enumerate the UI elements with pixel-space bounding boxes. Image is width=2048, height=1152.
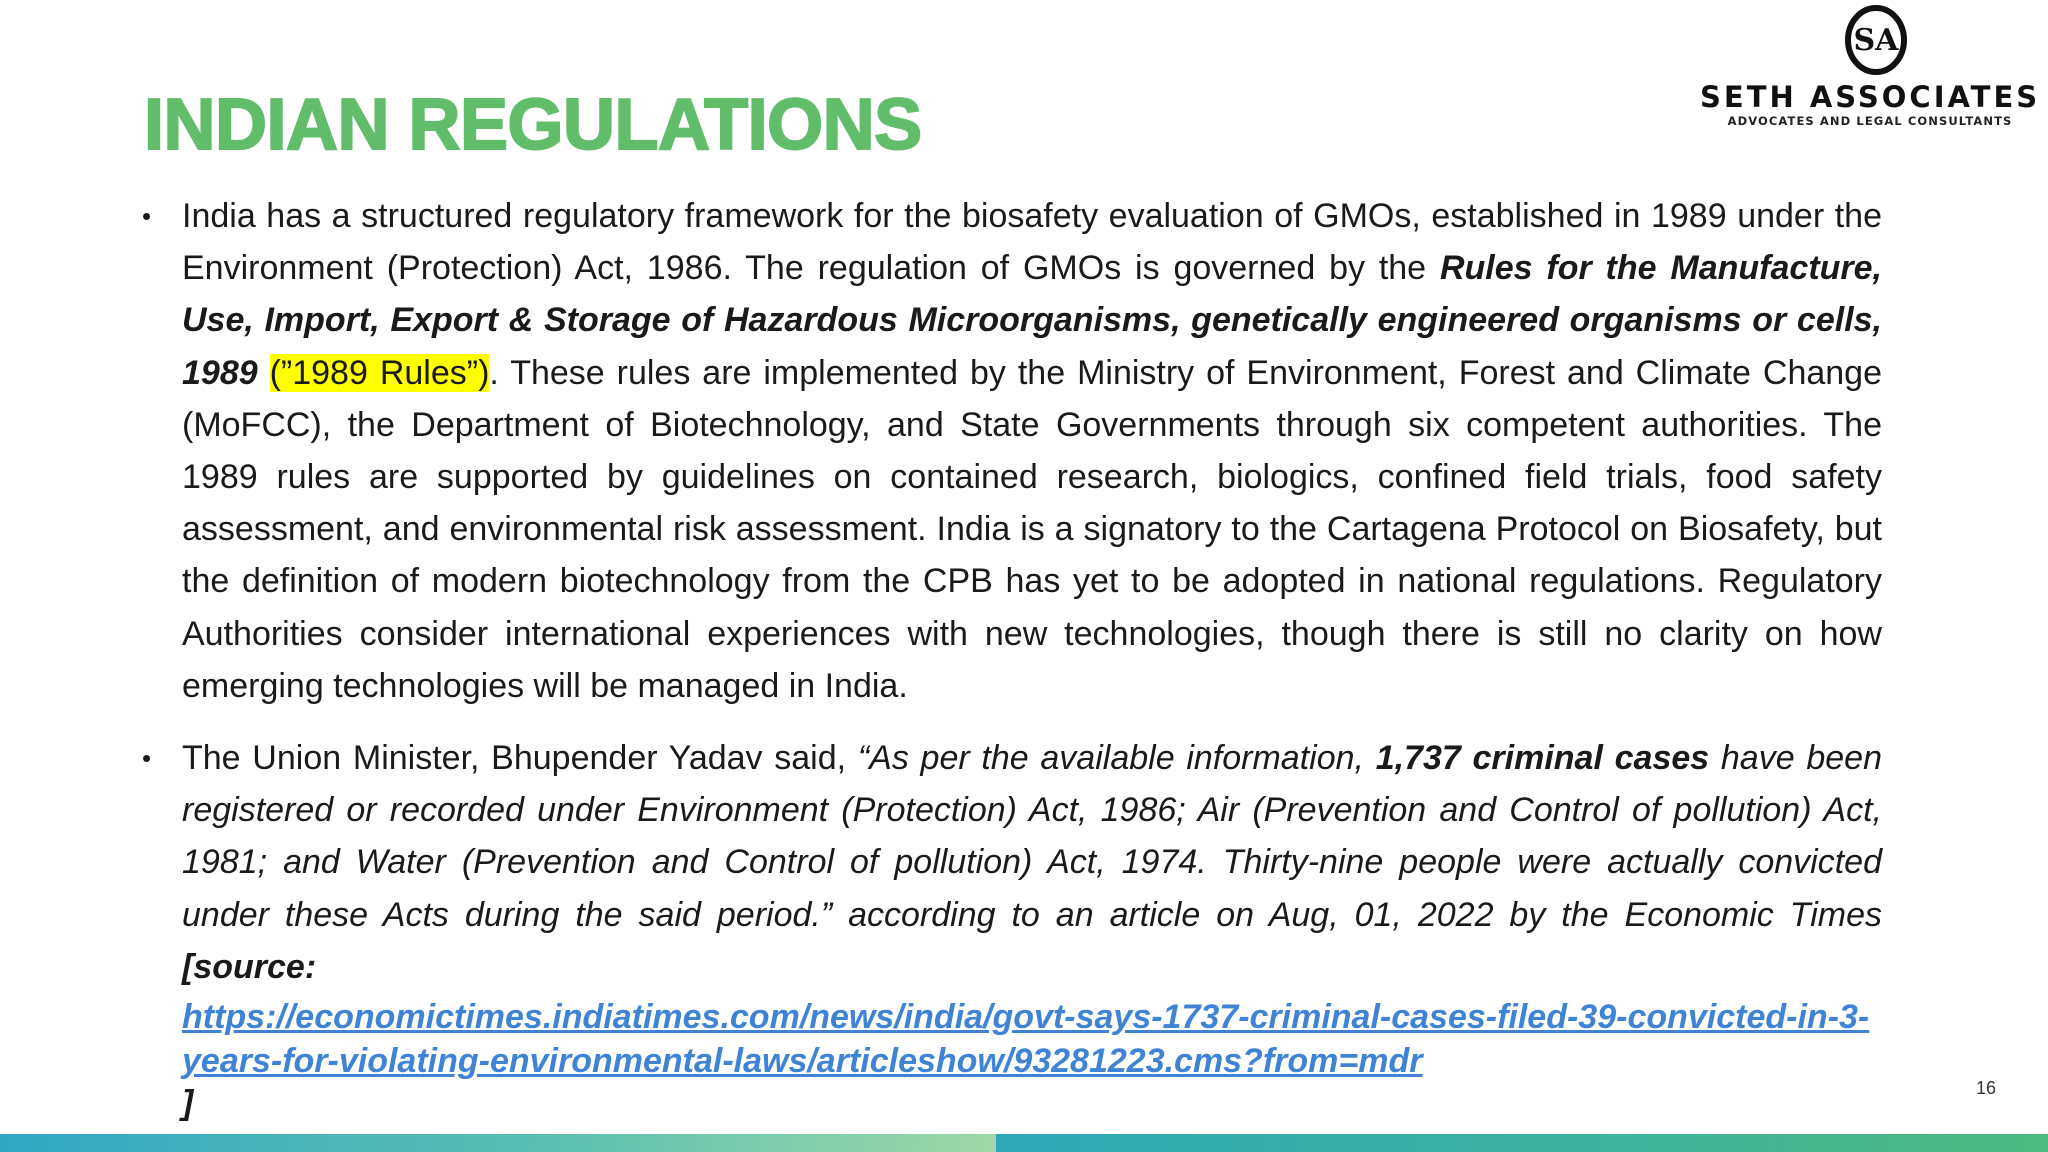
bullet-criminal-cases [142, 732, 1882, 1123]
seth-associates-logo [1700, 0, 2040, 132]
slide-content [142, 190, 1882, 1123]
source-link[interactable]: https://economictimes.indiatimes.com/news/india/govt-says-1737-criminal-cases-filed-39-convicted-in-3-years-for-violating-environmental-laws/articleshow/93281223.cms?from=mdr [182, 998, 1870, 1081]
bullet2-text-intro: The Union Minister, Bhupender Yadav said, [182, 739, 858, 778]
bullet2-source-label: [source: [182, 947, 317, 986]
logo-tagline: ADVOCATES AND LEGAL CONSULTANTS [1727, 114, 2013, 128]
bullet2-quote-start: “As per the available information, [857, 739, 1376, 778]
bullet-icon: • [142, 201, 152, 231]
bullet1-highlight-1989-rules: (”1989 Rules”) [269, 353, 490, 392]
page-title: INDIAN REGULATIONS [144, 85, 922, 165]
footer-bar-left [0, 1134, 996, 1152]
bullet2-quote-body: have been registered or recorded under Environment (Protection) Act, 1986; Air (Prevention and Control of pollution) Act, 1981; and Water (Prevention and Control of pollution) Act, 1974. Thirty-nine people were actually convicted under these Acts during the said period.” according to an article on Aug, 01, 2022 by the Economic Times [182, 739, 1882, 934]
bullet1-space [258, 354, 270, 392]
sa-monogram-icon [1840, 2, 1912, 78]
bullet1-text-body: . These rules are implemented by the Ministry of Environment, Forest and Climate Change (MoFCC), the Department of Biotechnology, and State Governments through six competent authorities. The 1989 rules are supported by guidelines on contained research, biologics, confined field trials, food safety assessment, and environmental risk assessment. India is a signatory to the Cartagena Protocol on Biosafety, but the definition of modern biotechnology from the CPB has yet to be adopted in national regulations. Regulatory Authorities consider international experiences with new technologies, though there is still no clarity on how emerging technologies will be managed in India. [182, 353, 1882, 705]
logo-name: SETH ASSOCIATES [1700, 80, 2041, 114]
footer-bar-right [996, 1134, 2048, 1152]
bullet-regulatory-framework [142, 190, 1882, 712]
bullet-icon: • [142, 743, 152, 774]
bullet2-criminal-cases-count: 1,737 criminal cases [1375, 739, 1710, 778]
page-number: 16 [1976, 1078, 1997, 1098]
bullet2-source-close: ] [182, 1084, 194, 1123]
bullet1-rules-title: Rules for the Manufacture, Use, Import, Export & Storage of Hazardous Microorganisms, genetically engineered organisms or cells, 1989 [182, 249, 1882, 392]
logo-monogram: SA [1853, 23, 1899, 58]
bullet1-text-intro: India has a structured regulatory framework for the biosafety evaluation of GMOs, established in 1989 under the Environment (Protection) Act, 1986. The regulation of GMOs is governed by the [182, 197, 1882, 288]
